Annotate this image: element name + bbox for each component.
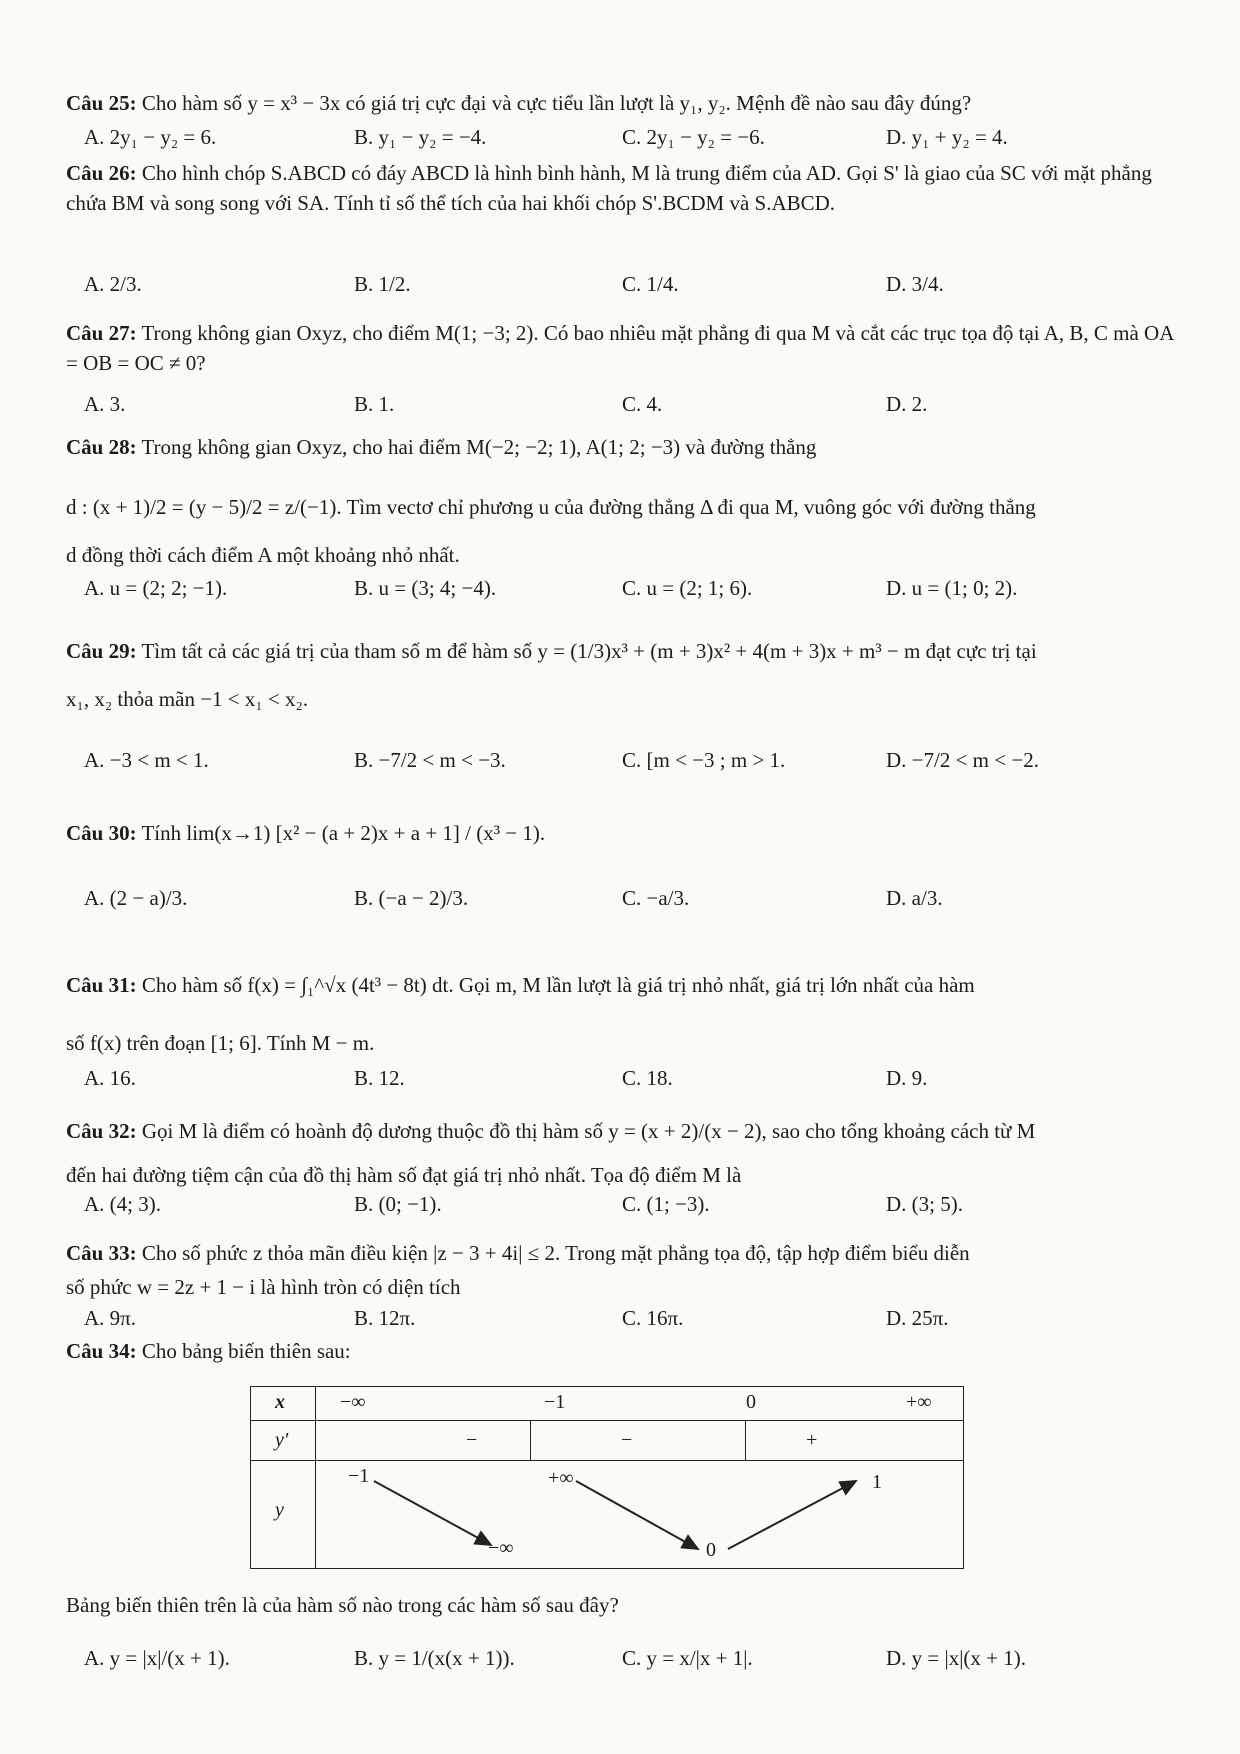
- options-28: [66, 576, 1176, 610]
- question-32: [66, 1116, 1176, 1146]
- question-33-line2: [66, 1272, 1176, 1302]
- question-label: Câu 29:: [66, 639, 137, 663]
- question-label: Câu 30:: [66, 821, 137, 845]
- question-label: Câu 28:: [66, 435, 137, 459]
- decreasing-arrow: [576, 1481, 698, 1549]
- question-label: Câu 33:: [66, 1241, 137, 1265]
- y-value: −1: [348, 1465, 370, 1487]
- sign: −: [621, 1429, 633, 1451]
- sign-cell: [531, 1421, 746, 1461]
- option-c[interactable]: C. 16π.: [622, 1306, 684, 1330]
- option-d[interactable]: D. 9.: [886, 1066, 928, 1090]
- y-value: 0: [706, 1539, 716, 1561]
- question-33: [66, 1238, 1176, 1268]
- question-27: [66, 318, 1176, 378]
- question-29: [66, 636, 1176, 666]
- option-b[interactable]: B. u = (3; 4; −4).: [354, 576, 497, 600]
- option-d[interactable]: D. (3; 5).: [886, 1192, 963, 1216]
- option-d[interactable]: D. 25π.: [886, 1306, 949, 1330]
- question-25: [66, 88, 1176, 118]
- question-label: Câu 31:: [66, 973, 137, 997]
- options-33: [66, 1306, 1176, 1340]
- option-a[interactable]: A. (4; 3).: [84, 1192, 161, 1216]
- question-label: Câu 26:: [66, 161, 137, 185]
- question-text-line2: số phức w = 2z + 1 − i là hình tròn có diện tích: [66, 1275, 461, 1299]
- option-c[interactable]: C. u = (2; 1; 6).: [622, 576, 753, 600]
- option-a[interactable]: A. y = |x|/(x + 1).: [84, 1646, 230, 1670]
- option-d[interactable]: D. −7/2 < m < −2.: [886, 748, 1039, 772]
- options-30: [66, 886, 1176, 920]
- question-text: Cho hàm số y = x³ − 3x có giá trị cực đại và cực tiểu lần lượt là y₁, y₂. Mệnh đề nào sau đây đúng?: [141, 91, 972, 115]
- y-label: y: [275, 1499, 284, 1521]
- x-value: +∞: [906, 1391, 932, 1413]
- option-c[interactable]: C. 4.: [622, 392, 663, 416]
- question-text-line1: Trong không gian Oxyz, cho hai điểm M(−2; −2; 1), A(1; 2; −3) và đường thẳng: [141, 435, 817, 459]
- option-d[interactable]: D. 3/4.: [886, 272, 944, 296]
- y-value: −∞: [488, 1537, 514, 1559]
- arrows: [316, 1461, 966, 1569]
- options-27: [66, 392, 1176, 426]
- options-25: [66, 125, 1176, 159]
- option-b[interactable]: B. 1/2.: [354, 272, 411, 296]
- question-text-line2: số f(x) trên đoạn [1; 6]. Tính M − m.: [66, 1031, 375, 1055]
- option-d[interactable]: D. y = |x|(x + 1).: [886, 1646, 1026, 1670]
- question-text: Trong không gian Oxyz, cho điểm M(1; −3; 2). Có bao nhiêu mặt phẳng đi qua M và cắt các trục tọa độ tại A, B, C mà OA = OB = OC ≠ 0?: [66, 321, 1174, 375]
- option-c[interactable]: C. [m < −3 ; m > 1.: [622, 748, 786, 772]
- question-26: [66, 158, 1176, 218]
- question-text-line1: Cho số phức z thỏa mãn điều kiện |z − 3 + 4i| ≤ 2. Trong mặt phẳng tọa độ, tập hợp điểm biểu diễn: [141, 1241, 970, 1265]
- option-c[interactable]: C. 1/4.: [622, 272, 679, 296]
- options-32: [66, 1192, 1176, 1226]
- option-b[interactable]: B. 1.: [354, 392, 395, 416]
- header-cell: [251, 1421, 316, 1461]
- sign-cell: [316, 1421, 531, 1461]
- question-text-line1: Cho hàm số f(x) = ∫₁^√x (4t³ − 8t) dt. Gọi m, M lần lượt là giá trị nhỏ nhất, giá trị lớn nhất của hàm: [141, 973, 975, 997]
- question-text: Cho bảng biến thiên sau:: [141, 1339, 351, 1363]
- question-34-prompt: [66, 1590, 1176, 1620]
- option-b[interactable]: B. 12.: [354, 1066, 405, 1090]
- question-28: [66, 432, 1176, 462]
- question-34: [66, 1336, 1176, 1366]
- option-a[interactable]: A. 2/3.: [84, 272, 142, 296]
- header-cell: [251, 1387, 316, 1421]
- options-34: [66, 1646, 1176, 1680]
- question-text: Bảng biến thiên trên là của hàm số nào trong các hàm số sau đây?: [66, 1593, 619, 1617]
- x-value: −∞: [340, 1391, 366, 1413]
- x-label: x: [275, 1391, 285, 1413]
- decreasing-arrow: [374, 1481, 491, 1545]
- option-c[interactable]: C. (1; −3).: [622, 1192, 710, 1216]
- question-text: Cho hình chóp S.ABCD có đáy ABCD là hình bình hành, M là trung điểm của AD. Gọi S' là giao của SC với mặt phẳng chứa BM và song song với SA. Tính tỉ số thể tích của hai khối chóp S'.BCDM và S.ABCD.: [66, 161, 1152, 215]
- option-a[interactable]: A. u = (2; 2; −1).: [84, 576, 228, 600]
- question-label: Câu 27:: [66, 321, 137, 345]
- option-b[interactable]: B. (0; −1).: [354, 1192, 442, 1216]
- question-text: Tính lim(x→1) [x² − (a + 2)x + a + 1] / (x³ − 1).: [141, 821, 546, 845]
- option-b[interactable]: B. y₁ − y₂ = −4.: [354, 125, 487, 149]
- option-b[interactable]: B. −7/2 < m < −3.: [354, 748, 506, 772]
- sign: −: [466, 1429, 478, 1451]
- option-c[interactable]: C. −a/3.: [622, 886, 690, 910]
- x-value: 0: [746, 1391, 756, 1413]
- question-text-line2: đến hai đường tiệm cận của đồ thị hàm số đạt giá trị nhỏ nhất. Tọa độ điểm M là: [66, 1163, 742, 1187]
- question-29-line2: [66, 684, 1176, 714]
- option-c[interactable]: C. 18.: [622, 1066, 673, 1090]
- options-29: [66, 748, 1176, 782]
- y-values-cell: [316, 1461, 964, 1569]
- question-31-line2: [66, 1028, 1176, 1058]
- sign-cell: [746, 1421, 964, 1461]
- options-31: [66, 1066, 1176, 1100]
- question-30: [66, 818, 1176, 848]
- option-a[interactable]: A. 9π.: [84, 1306, 137, 1330]
- question-28-line3: [66, 540, 1176, 570]
- question-31: [66, 970, 1176, 1000]
- option-a[interactable]: A. 2y₁ − y₂ = 6.: [84, 125, 217, 149]
- y-value: 1: [872, 1471, 882, 1493]
- question-text-line1: Tìm tất cả các giá trị của tham số m để hàm số y = (1/3)x³ + (m + 3)x² + 4(m + 3)x + m³ − m đạt cực trị tại: [141, 639, 1037, 663]
- option-d[interactable]: D. a/3.: [886, 886, 943, 910]
- option-b[interactable]: B. (−a − 2)/3.: [354, 886, 469, 910]
- question-28-line2: [66, 492, 1176, 522]
- question-32-line2: [66, 1160, 1176, 1190]
- header-cell: [251, 1461, 316, 1569]
- sign: +: [806, 1429, 818, 1451]
- x-value: −1: [544, 1391, 566, 1413]
- question-text-line2: x₁, x₂ thỏa mãn −1 < x₁ < x₂.: [66, 687, 309, 711]
- option-c[interactable]: C. y = x/|x + 1|.: [622, 1646, 753, 1670]
- question-label: Câu 32:: [66, 1119, 137, 1143]
- option-d[interactable]: D. u = (1; 0; 2).: [886, 576, 1018, 600]
- y-value: +∞: [548, 1467, 574, 1489]
- option-a[interactable]: A. 3.: [84, 392, 126, 416]
- increasing-arrow: [728, 1481, 856, 1549]
- option-a[interactable]: A. −3 < m < 1.: [84, 748, 209, 772]
- question-text-line3: d đồng thời cách điểm A một khoảng nhỏ nhất.: [66, 543, 460, 567]
- option-a[interactable]: A. 16.: [84, 1066, 136, 1090]
- question-text-line2: d : (x + 1)/2 = (y − 5)/2 = z/(−1). Tìm vectơ chỉ phương u của đường thẳng Δ đi qua M, vuông góc với đường thẳng: [66, 495, 1036, 519]
- option-b[interactable]: B. y = 1/(x(x + 1)).: [354, 1646, 515, 1670]
- option-d[interactable]: D. y₁ + y₂ = 4.: [886, 125, 1008, 149]
- question-label: Câu 25:: [66, 91, 137, 115]
- option-b[interactable]: B. 12π.: [354, 1306, 416, 1330]
- option-c[interactable]: C. 2y₁ − y₂ = −6.: [622, 125, 765, 149]
- question-text-line1: Gọi M là điểm có hoành độ dương thuộc đồ thị hàm số y = (x + 2)/(x − 2), sao cho tổng khoảng cách từ M: [141, 1119, 1036, 1143]
- x-values-cell: [316, 1387, 964, 1421]
- option-d[interactable]: D. 2.: [886, 392, 928, 416]
- option-a[interactable]: A. (2 − a)/3.: [84, 886, 188, 910]
- question-label: Câu 34:: [66, 1339, 137, 1363]
- options-26: [66, 272, 1176, 306]
- yp-label: y': [275, 1429, 289, 1451]
- variation-table: [250, 1386, 964, 1569]
